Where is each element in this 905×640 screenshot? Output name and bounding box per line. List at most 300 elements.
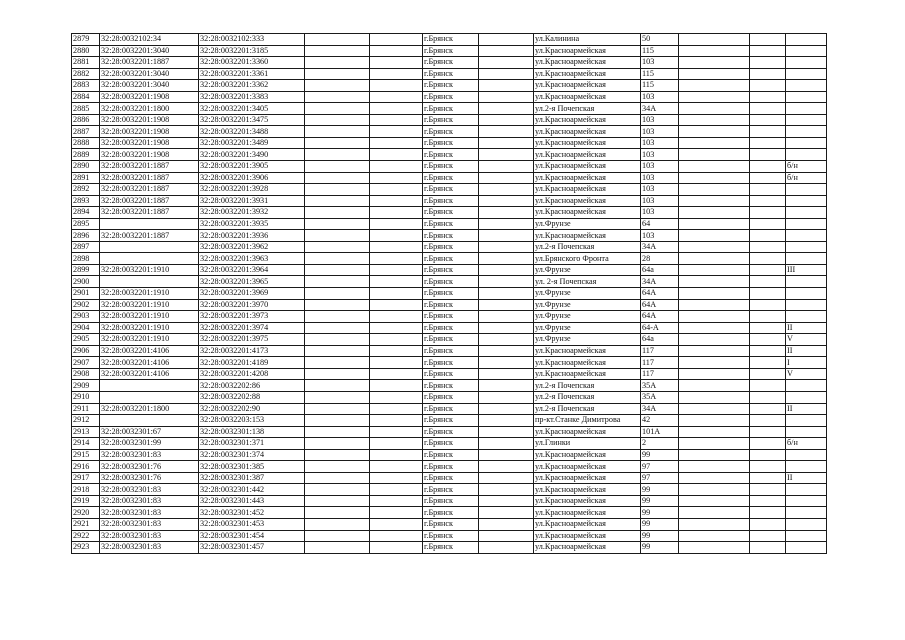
cell-blank-col-5 bbox=[370, 334, 423, 346]
cell-blank-col-10 bbox=[679, 334, 750, 346]
cell-blank-col-4 bbox=[305, 461, 370, 473]
cell-blank-col-11 bbox=[750, 241, 786, 253]
cell-street: ул.Красноармейская bbox=[534, 207, 641, 219]
cell-blank-col-7 bbox=[479, 218, 534, 230]
cell-row-number: 2879 bbox=[72, 34, 100, 46]
cell-blank-col-11 bbox=[750, 114, 786, 126]
cell-blank-col-10 bbox=[679, 80, 750, 92]
cell-street: ул.Красноармейская bbox=[534, 137, 641, 149]
cell-parcel-number: 32:28:0032301:83 bbox=[100, 518, 199, 530]
cell-street: ул.Красноармейская bbox=[534, 461, 641, 473]
cell-row-number: 2884 bbox=[72, 91, 100, 103]
cell-blank-col-7 bbox=[479, 276, 534, 288]
cell-blank-col-10 bbox=[679, 380, 750, 392]
cell-blank-col-11 bbox=[750, 103, 786, 115]
table-row bbox=[72, 103, 827, 115]
cell-blank-col-7 bbox=[479, 472, 534, 484]
cell-parcel-number: 32:28:0032301:67 bbox=[100, 426, 199, 438]
cell-blank-col-10 bbox=[679, 68, 750, 80]
cell-parcel-number: 32:28:0032201:1887 bbox=[100, 161, 199, 173]
cell-blank-col-10 bbox=[679, 530, 750, 542]
cell-room-number bbox=[786, 137, 827, 149]
table-row bbox=[72, 114, 827, 126]
cell-city: г.Брянск bbox=[423, 68, 479, 80]
cell-building-number: 103 bbox=[641, 57, 679, 69]
cell-blank-col-5 bbox=[370, 253, 423, 265]
cell-city: г.Брянск bbox=[423, 391, 479, 403]
table-row bbox=[72, 230, 827, 242]
table-row bbox=[72, 449, 827, 461]
cell-room-number bbox=[786, 45, 827, 57]
cell-row-number: 2912 bbox=[72, 415, 100, 427]
cell-building-number: 115 bbox=[641, 45, 679, 57]
cell-row-number: 2909 bbox=[72, 380, 100, 392]
cell-blank-col-11 bbox=[750, 264, 786, 276]
cell-blank-col-5 bbox=[370, 91, 423, 103]
cell-parcel-number: 32:28:0032201:1910 bbox=[100, 311, 199, 323]
table-row bbox=[72, 495, 827, 507]
cell-blank-col-5 bbox=[370, 322, 423, 334]
cell-city: г.Брянск bbox=[423, 357, 479, 369]
cell-row-number: 2906 bbox=[72, 345, 100, 357]
cell-blank-col-10 bbox=[679, 241, 750, 253]
cell-cadastral-number: 32:28:0032301:442 bbox=[199, 484, 305, 496]
cell-blank-col-4 bbox=[305, 530, 370, 542]
cell-room-number bbox=[786, 241, 827, 253]
cell-parcel-number: 32:28:0032201:1908 bbox=[100, 137, 199, 149]
cell-blank-col-5 bbox=[370, 542, 423, 554]
table-row bbox=[72, 507, 827, 519]
cell-blank-col-7 bbox=[479, 299, 534, 311]
cell-cadastral-number: 32:28:0032301:385 bbox=[199, 461, 305, 473]
table-row bbox=[72, 380, 827, 392]
cell-blank-col-7 bbox=[479, 137, 534, 149]
cell-room-number bbox=[786, 195, 827, 207]
cell-street: ул.2-я Почепская bbox=[534, 403, 641, 415]
cell-blank-col-7 bbox=[479, 426, 534, 438]
cell-row-number: 2911 bbox=[72, 403, 100, 415]
cell-blank-col-11 bbox=[750, 357, 786, 369]
cell-room-number: II bbox=[786, 403, 827, 415]
cell-blank-col-7 bbox=[479, 495, 534, 507]
cell-blank-col-11 bbox=[750, 391, 786, 403]
cell-blank-col-10 bbox=[679, 495, 750, 507]
table-row bbox=[72, 472, 827, 484]
cell-blank-col-10 bbox=[679, 172, 750, 184]
cell-street: ул.Красноармейская bbox=[534, 57, 641, 69]
cell-blank-col-11 bbox=[750, 403, 786, 415]
cell-cadastral-number: 32:28:0032201:3935 bbox=[199, 218, 305, 230]
cell-parcel-number: 32:28:0032301:99 bbox=[100, 438, 199, 450]
cell-cadastral-number: 32:28:0032301:457 bbox=[199, 542, 305, 554]
cell-parcel-number: 32:28:0032301:83 bbox=[100, 507, 199, 519]
cell-blank-col-10 bbox=[679, 542, 750, 554]
cell-blank-col-4 bbox=[305, 391, 370, 403]
cell-blank-col-4 bbox=[305, 288, 370, 300]
cell-city: г.Брянск bbox=[423, 368, 479, 380]
cell-cadastral-number: 32:28:0032201:3490 bbox=[199, 149, 305, 161]
cell-cadastral-number: 32:28:0032201:3964 bbox=[199, 264, 305, 276]
cell-room-number bbox=[786, 495, 827, 507]
cell-row-number: 2895 bbox=[72, 218, 100, 230]
cell-blank-col-7 bbox=[479, 357, 534, 369]
table-row bbox=[72, 68, 827, 80]
cell-cadastral-number: 32:28:0032201:3489 bbox=[199, 137, 305, 149]
cell-blank-col-7 bbox=[479, 391, 534, 403]
cell-blank-col-7 bbox=[479, 172, 534, 184]
cell-cadastral-number: 32:28:0032201:3973 bbox=[199, 311, 305, 323]
cell-row-number: 2887 bbox=[72, 126, 100, 138]
cell-city: г.Брянск bbox=[423, 195, 479, 207]
cell-blank-col-11 bbox=[750, 507, 786, 519]
cell-row-number: 2890 bbox=[72, 161, 100, 173]
cell-room-number: II bbox=[786, 322, 827, 334]
cell-building-number: 99 bbox=[641, 495, 679, 507]
cell-cadastral-number: 32:28:0032301:371 bbox=[199, 438, 305, 450]
table-row bbox=[72, 276, 827, 288]
cell-room-number bbox=[786, 253, 827, 265]
cell-room-number bbox=[786, 530, 827, 542]
cell-building-number: 117 bbox=[641, 345, 679, 357]
cell-street: ул.Фрунзе bbox=[534, 322, 641, 334]
cell-blank-col-11 bbox=[750, 253, 786, 265]
cell-city: г.Брянск bbox=[423, 484, 479, 496]
cell-blank-col-5 bbox=[370, 391, 423, 403]
cell-parcel-number: 32:28:0032201:1887 bbox=[100, 230, 199, 242]
table-row bbox=[72, 161, 827, 173]
cell-blank-col-10 bbox=[679, 264, 750, 276]
cell-blank-col-11 bbox=[750, 472, 786, 484]
cell-blank-col-10 bbox=[679, 45, 750, 57]
cell-parcel-number bbox=[100, 253, 199, 265]
table-row bbox=[72, 438, 827, 450]
cell-blank-col-11 bbox=[750, 276, 786, 288]
table-row bbox=[72, 172, 827, 184]
cell-blank-col-7 bbox=[479, 530, 534, 542]
cell-street: ул.Красноармейская bbox=[534, 518, 641, 530]
cell-street: ул.Глинки bbox=[534, 438, 641, 450]
cell-blank-col-5 bbox=[370, 368, 423, 380]
cell-city: г.Брянск bbox=[423, 426, 479, 438]
cell-blank-col-7 bbox=[479, 126, 534, 138]
cell-room-number bbox=[786, 484, 827, 496]
cell-blank-col-5 bbox=[370, 149, 423, 161]
cell-blank-col-11 bbox=[750, 368, 786, 380]
cell-city: г.Брянск bbox=[423, 149, 479, 161]
cell-blank-col-10 bbox=[679, 218, 750, 230]
cell-cadastral-number: 32:28:0032201:3405 bbox=[199, 103, 305, 115]
cell-blank-col-11 bbox=[750, 345, 786, 357]
cell-cadastral-number: 32:28:0032301:453 bbox=[199, 518, 305, 530]
cell-room-number bbox=[786, 461, 827, 473]
table-row bbox=[72, 345, 827, 357]
cell-room-number: I bbox=[786, 357, 827, 369]
cell-cadastral-number: 32:28:0032201:3906 bbox=[199, 172, 305, 184]
cell-building-number: 35А bbox=[641, 380, 679, 392]
cell-street: ул.Красноармейская bbox=[534, 149, 641, 161]
cell-cadastral-number: 32:28:0032202:86 bbox=[199, 380, 305, 392]
cell-row-number: 2905 bbox=[72, 334, 100, 346]
cell-row-number: 2910 bbox=[72, 391, 100, 403]
cell-room-number bbox=[786, 391, 827, 403]
cell-street: ул.Красноармейская bbox=[534, 80, 641, 92]
cell-blank-col-5 bbox=[370, 45, 423, 57]
cell-blank-col-10 bbox=[679, 137, 750, 149]
cell-blank-col-4 bbox=[305, 241, 370, 253]
cell-street: ул.2-я Почепская bbox=[534, 241, 641, 253]
cell-room-number bbox=[786, 288, 827, 300]
cell-building-number: 103 bbox=[641, 114, 679, 126]
cell-blank-col-5 bbox=[370, 195, 423, 207]
table-row bbox=[72, 334, 827, 346]
cell-cadastral-number: 32:28:0032201:3360 bbox=[199, 57, 305, 69]
cell-blank-col-10 bbox=[679, 461, 750, 473]
cell-cadastral-number: 32:28:0032201:3969 bbox=[199, 288, 305, 300]
cell-blank-col-11 bbox=[750, 149, 786, 161]
cell-cadastral-number: 32:28:0032201:3970 bbox=[199, 299, 305, 311]
cell-building-number: 64А bbox=[641, 299, 679, 311]
cell-blank-col-4 bbox=[305, 184, 370, 196]
table-row bbox=[72, 415, 827, 427]
cell-building-number: 103 bbox=[641, 126, 679, 138]
cell-blank-col-7 bbox=[479, 438, 534, 450]
cell-parcel-number: 32:28:0032201:3040 bbox=[100, 68, 199, 80]
cell-street: ул.Фрунзе bbox=[534, 218, 641, 230]
cell-row-number: 2881 bbox=[72, 57, 100, 69]
cell-parcel-number: 32:28:0032201:1887 bbox=[100, 207, 199, 219]
cell-blank-col-10 bbox=[679, 426, 750, 438]
cell-street: ул.Красноармейская bbox=[534, 172, 641, 184]
cell-blank-col-10 bbox=[679, 161, 750, 173]
cell-blank-col-7 bbox=[479, 34, 534, 46]
table-row bbox=[72, 518, 827, 530]
cell-city: г.Брянск bbox=[423, 461, 479, 473]
cell-room-number bbox=[786, 449, 827, 461]
cell-parcel-number bbox=[100, 276, 199, 288]
cell-blank-col-5 bbox=[370, 161, 423, 173]
cell-blank-col-10 bbox=[679, 368, 750, 380]
cell-cadastral-number: 32:28:0032301:387 bbox=[199, 472, 305, 484]
cell-blank-col-7 bbox=[479, 253, 534, 265]
cell-building-number: 42 bbox=[641, 415, 679, 427]
cell-blank-col-11 bbox=[750, 518, 786, 530]
cell-blank-col-11 bbox=[750, 195, 786, 207]
cell-cadastral-number: 32:28:0032301:454 bbox=[199, 530, 305, 542]
cell-row-number: 2902 bbox=[72, 299, 100, 311]
cell-blank-col-7 bbox=[479, 368, 534, 380]
cell-room-number bbox=[786, 426, 827, 438]
cell-blank-col-11 bbox=[750, 184, 786, 196]
cell-blank-col-7 bbox=[479, 415, 534, 427]
cell-row-number: 2913 bbox=[72, 426, 100, 438]
cell-row-number: 2880 bbox=[72, 45, 100, 57]
cell-room-number bbox=[786, 103, 827, 115]
cell-parcel-number: 32:28:0032102:34 bbox=[100, 34, 199, 46]
cell-blank-col-4 bbox=[305, 472, 370, 484]
cell-street: ул.Красноармейская bbox=[534, 45, 641, 57]
cell-street: ул.Красноармейская bbox=[534, 449, 641, 461]
cell-city: г.Брянск bbox=[423, 345, 479, 357]
cell-parcel-number: 32:28:0032201:1910 bbox=[100, 264, 199, 276]
cell-blank-col-11 bbox=[750, 172, 786, 184]
cell-room-number bbox=[786, 276, 827, 288]
cell-row-number: 2885 bbox=[72, 103, 100, 115]
cell-room-number bbox=[786, 34, 827, 46]
cell-blank-col-4 bbox=[305, 276, 370, 288]
cell-parcel-number: 32:28:0032301:83 bbox=[100, 542, 199, 554]
cell-blank-col-7 bbox=[479, 195, 534, 207]
cell-blank-col-4 bbox=[305, 426, 370, 438]
cell-blank-col-7 bbox=[479, 161, 534, 173]
cell-building-number: 64-А bbox=[641, 322, 679, 334]
cell-row-number: 2894 bbox=[72, 207, 100, 219]
cell-parcel-number: 32:28:0032301:83 bbox=[100, 449, 199, 461]
cell-blank-col-4 bbox=[305, 357, 370, 369]
cell-building-number: 34А bbox=[641, 103, 679, 115]
cell-cadastral-number: 32:28:0032201:3936 bbox=[199, 230, 305, 242]
cell-blank-col-4 bbox=[305, 91, 370, 103]
cell-city: г.Брянск bbox=[423, 137, 479, 149]
cell-blank-col-10 bbox=[679, 103, 750, 115]
cell-room-number bbox=[786, 57, 827, 69]
cell-blank-col-5 bbox=[370, 484, 423, 496]
cell-room-number bbox=[786, 299, 827, 311]
cell-building-number: 50 bbox=[641, 34, 679, 46]
cell-blank-col-11 bbox=[750, 415, 786, 427]
cell-building-number: 34А bbox=[641, 403, 679, 415]
table-row bbox=[72, 311, 827, 323]
cell-cadastral-number: 32:28:0032201:3962 bbox=[199, 241, 305, 253]
table-row bbox=[72, 57, 827, 69]
cell-street: ул.Красноармейская bbox=[534, 161, 641, 173]
cell-blank-col-7 bbox=[479, 241, 534, 253]
cell-blank-col-11 bbox=[750, 449, 786, 461]
cell-room-number: V bbox=[786, 368, 827, 380]
cell-city: г.Брянск bbox=[423, 380, 479, 392]
cell-blank-col-11 bbox=[750, 438, 786, 450]
cell-room-number: II bbox=[786, 472, 827, 484]
cell-blank-col-4 bbox=[305, 403, 370, 415]
cell-cadastral-number: 32:28:0032301:138 bbox=[199, 426, 305, 438]
cell-blank-col-4 bbox=[305, 149, 370, 161]
cell-parcel-number: 32:28:0032201:1887 bbox=[100, 195, 199, 207]
cell-blank-col-11 bbox=[750, 137, 786, 149]
cell-blank-col-4 bbox=[305, 415, 370, 427]
cell-row-number: 2901 bbox=[72, 288, 100, 300]
table-row bbox=[72, 149, 827, 161]
cell-blank-col-7 bbox=[479, 68, 534, 80]
cell-parcel-number: 32:28:0032201:4106 bbox=[100, 357, 199, 369]
cell-parcel-number: 32:28:0032201:1800 bbox=[100, 403, 199, 415]
cell-parcel-number bbox=[100, 218, 199, 230]
cell-blank-col-10 bbox=[679, 299, 750, 311]
cell-parcel-number bbox=[100, 380, 199, 392]
cell-street: ул.Красноармейская bbox=[534, 472, 641, 484]
cell-blank-col-11 bbox=[750, 91, 786, 103]
cell-cadastral-number: 32:28:0032201:3905 bbox=[199, 161, 305, 173]
cell-blank-col-5 bbox=[370, 461, 423, 473]
cell-building-number: 103 bbox=[641, 195, 679, 207]
cell-blank-col-4 bbox=[305, 542, 370, 554]
cell-city: г.Брянск bbox=[423, 518, 479, 530]
table-row bbox=[72, 368, 827, 380]
cell-room-number bbox=[786, 507, 827, 519]
cell-row-number: 2922 bbox=[72, 530, 100, 542]
table-row bbox=[72, 34, 827, 46]
cell-row-number: 2903 bbox=[72, 311, 100, 323]
cell-blank-col-7 bbox=[479, 484, 534, 496]
cell-street: ул.Красноармейская bbox=[534, 91, 641, 103]
cell-row-number: 2896 bbox=[72, 230, 100, 242]
cell-blank-col-10 bbox=[679, 403, 750, 415]
cell-parcel-number: 32:28:0032201:1910 bbox=[100, 334, 199, 346]
cell-blank-col-10 bbox=[679, 322, 750, 334]
cell-row-number: 2888 bbox=[72, 137, 100, 149]
cell-blank-col-5 bbox=[370, 472, 423, 484]
cell-blank-col-10 bbox=[679, 276, 750, 288]
cell-city: г.Брянск bbox=[423, 218, 479, 230]
cell-blank-col-7 bbox=[479, 542, 534, 554]
cell-blank-col-4 bbox=[305, 495, 370, 507]
cell-room-number bbox=[786, 542, 827, 554]
cell-city: г.Брянск bbox=[423, 264, 479, 276]
cell-building-number: 28 bbox=[641, 253, 679, 265]
cell-blank-col-10 bbox=[679, 357, 750, 369]
cell-room-number bbox=[786, 80, 827, 92]
cell-row-number: 2893 bbox=[72, 195, 100, 207]
cell-street: ул.Брянского Фронта bbox=[534, 253, 641, 265]
cell-blank-col-7 bbox=[479, 518, 534, 530]
cell-blank-col-10 bbox=[679, 34, 750, 46]
cell-blank-col-11 bbox=[750, 484, 786, 496]
cell-room-number: б/н bbox=[786, 172, 827, 184]
cell-blank-col-10 bbox=[679, 195, 750, 207]
cell-blank-col-10 bbox=[679, 230, 750, 242]
cell-street: ул.2-я Почепская bbox=[534, 380, 641, 392]
cell-cadastral-number: 32:28:0032201:3931 bbox=[199, 195, 305, 207]
cell-room-number: V bbox=[786, 334, 827, 346]
cell-blank-col-4 bbox=[305, 218, 370, 230]
cell-building-number: 64а bbox=[641, 334, 679, 346]
cell-street: ул.2-я Почепская bbox=[534, 391, 641, 403]
cell-street: ул.Фрунзе bbox=[534, 264, 641, 276]
cell-blank-col-11 bbox=[750, 126, 786, 138]
cell-blank-col-7 bbox=[479, 264, 534, 276]
cell-cadastral-number: 32:28:0032201:3362 bbox=[199, 80, 305, 92]
cell-building-number: 99 bbox=[641, 518, 679, 530]
cell-cadastral-number: 32:28:0032301:452 bbox=[199, 507, 305, 519]
cell-blank-col-4 bbox=[305, 207, 370, 219]
cell-blank-col-10 bbox=[679, 149, 750, 161]
cell-blank-col-4 bbox=[305, 126, 370, 138]
cell-blank-col-7 bbox=[479, 80, 534, 92]
cell-city: г.Брянск bbox=[423, 507, 479, 519]
cell-street: ул.Красноармейская bbox=[534, 530, 641, 542]
table-row bbox=[72, 322, 827, 334]
table-row bbox=[72, 218, 827, 230]
cell-cadastral-number: 32:28:0032201:3488 bbox=[199, 126, 305, 138]
cell-row-number: 2892 bbox=[72, 184, 100, 196]
cell-building-number: 35А bbox=[641, 391, 679, 403]
cell-street: ул.Красноармейская bbox=[534, 126, 641, 138]
table-row bbox=[72, 288, 827, 300]
register-table bbox=[71, 33, 827, 554]
cell-blank-col-4 bbox=[305, 438, 370, 450]
cell-blank-col-10 bbox=[679, 114, 750, 126]
cell-blank-col-7 bbox=[479, 230, 534, 242]
cell-parcel-number: 32:28:0032201:4106 bbox=[100, 368, 199, 380]
cell-blank-col-7 bbox=[479, 184, 534, 196]
